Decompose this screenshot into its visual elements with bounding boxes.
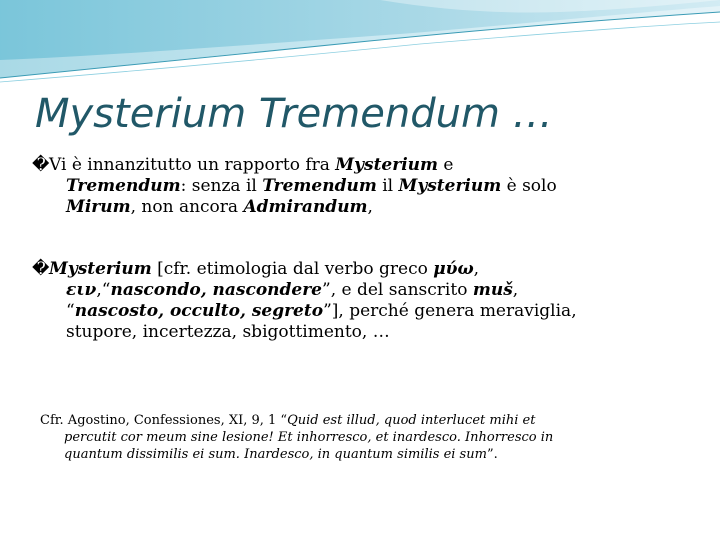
- text-run: ,: [367, 197, 373, 217]
- citation-line: [40, 429, 553, 446]
- text-run: , non ancora: [130, 197, 244, 217]
- paragraph-line: [32, 322, 577, 343]
- slide-title: Mysterium Tremendum …: [35, 91, 553, 137]
- citation-source: Cfr. Agostino, Confessiones, XI, 9, 1 “: [40, 413, 288, 428]
- text-run: è solo: [501, 176, 557, 196]
- text-run: [cfr. etimologia dal verbo greco: [151, 259, 434, 279]
- paragraph-line: [32, 259, 577, 280]
- translation-nascosto: nascosto, occulto, segreto: [74, 301, 324, 321]
- term-admirandum: Admirandum: [243, 197, 368, 217]
- bullet-icon: �: [32, 259, 50, 279]
- text-run: ,: [512, 280, 519, 300]
- greek-verb: μύω: [433, 259, 474, 279]
- paragraph-line: [32, 280, 577, 301]
- header-banner-decoration: [0, 0, 720, 100]
- term-mysterium: Mysterium: [49, 259, 152, 279]
- greek-ending: ειν: [66, 280, 97, 300]
- term-mysterium: Mysterium: [398, 176, 502, 196]
- bullet-icon: �: [32, 155, 50, 175]
- text-run: ,: [473, 259, 480, 279]
- term-tremendum: Tremendum: [66, 176, 181, 196]
- citation-line: [40, 446, 553, 463]
- text-run: ,“: [96, 280, 111, 300]
- term-mirum: Mirum: [66, 197, 131, 217]
- text-run: e: [438, 155, 454, 175]
- citation-agostino: [40, 412, 553, 463]
- citation-line: [40, 412, 553, 429]
- text-run: ”], perché genera meraviglia,: [323, 301, 577, 321]
- sanskrit-term: muš: [472, 280, 513, 300]
- paragraph-line: [32, 301, 577, 322]
- paragraph-line: [32, 155, 557, 176]
- term-mysterium: Mysterium: [335, 155, 438, 175]
- text-run: ”, e del sanscrito: [322, 280, 473, 300]
- term-tremendum: Tremendum: [262, 176, 377, 196]
- paragraph-mysterium-tremendum: [32, 155, 557, 218]
- citation-quote: percutit cor meum sine lesione! Et inhorresco, et inardesco. Inhorresco in: [64, 430, 554, 445]
- citation-quote: Quid est illud, quod interlucet mihi et: [287, 413, 536, 428]
- text-run: il: [376, 176, 399, 196]
- text-run: stupore, incertezza, sbigottimento, …: [66, 322, 390, 342]
- paragraph-line: [32, 197, 557, 218]
- text-run: ”.: [486, 447, 498, 462]
- paragraph-etymology: [32, 259, 577, 343]
- text-run: “: [66, 301, 75, 321]
- text-run: Vi è innanzitutto un rapporto fra: [49, 155, 336, 175]
- citation-quote: quantum dissimilis ei sum. Inardesco, in quantum similis ei sum: [64, 447, 487, 462]
- translation-nascondere: nascondo, nascondere: [110, 280, 322, 300]
- text-run: : senza il: [180, 176, 263, 196]
- paragraph-line: [32, 176, 557, 197]
